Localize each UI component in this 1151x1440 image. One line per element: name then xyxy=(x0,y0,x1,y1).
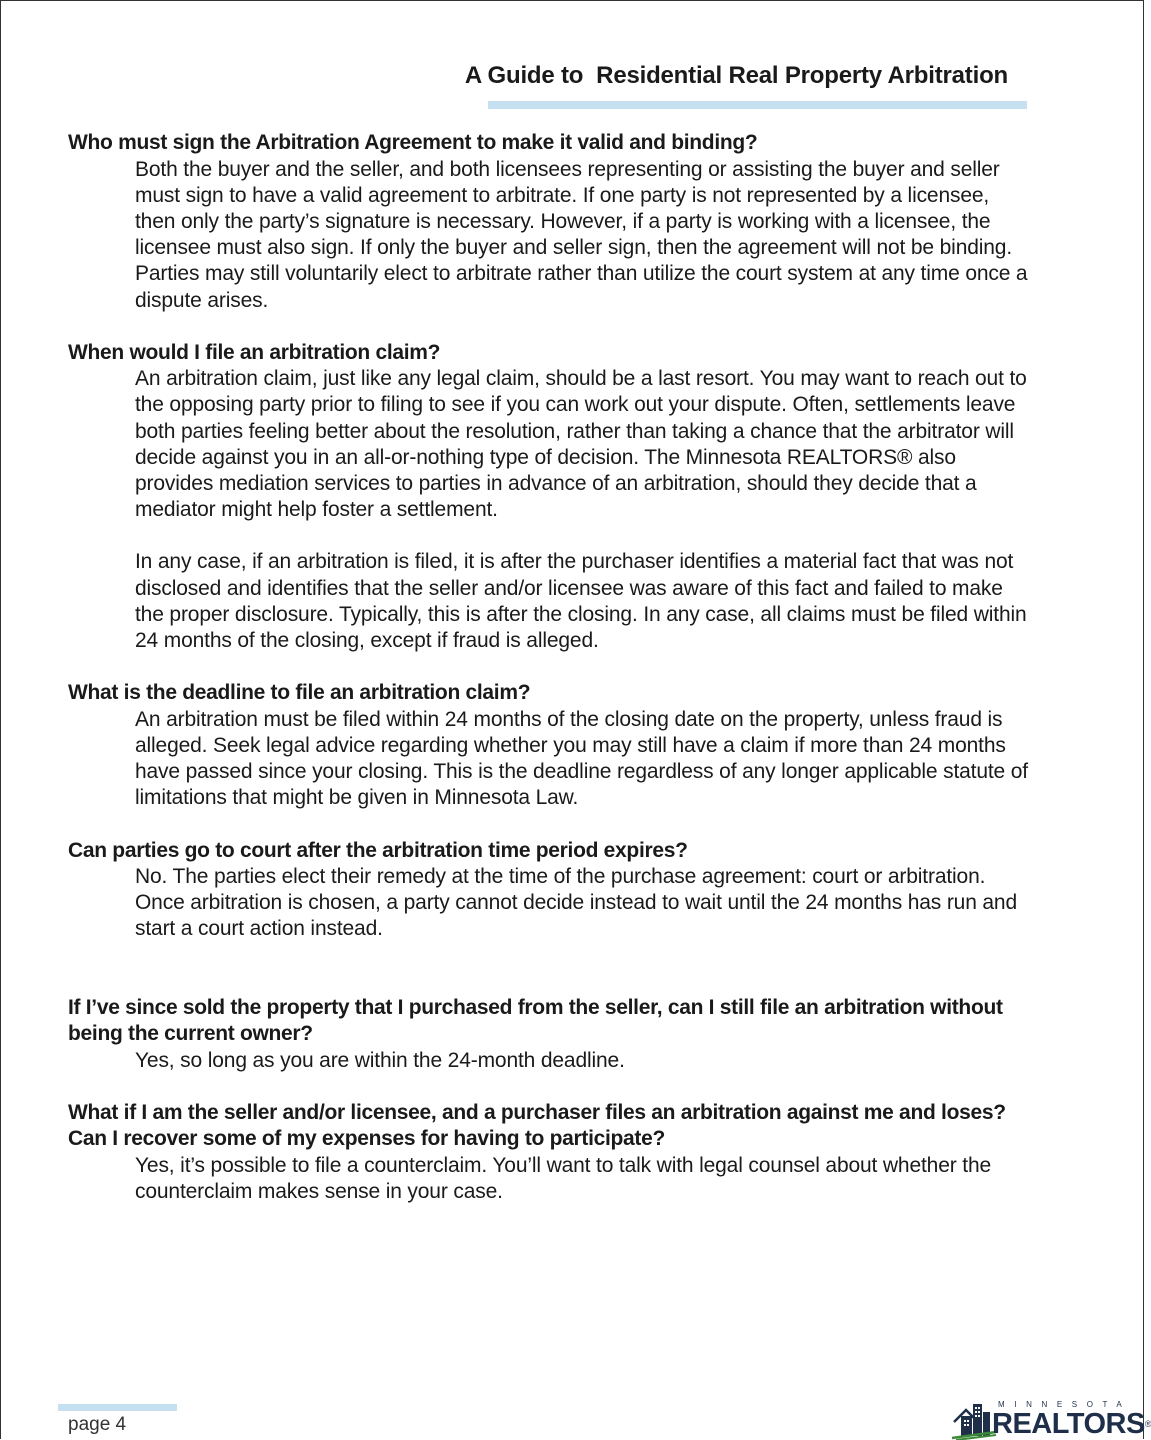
faq-question: What is the deadline to file an arbitration claim? xyxy=(68,681,531,705)
faq-question: When would I file an arbitration claim? xyxy=(68,340,441,364)
faq-answer xyxy=(135,864,1028,943)
faq-answer-paragraph: Both the buyer and the seller, and both licensees representing or assisting the buyer and seller must sign to have a valid agreement to arbitrate. If one party is not represented by a licensee, then only the party’s signature is necessary. However, if a party is working with a licensee, the licensee must also sign. If only the buyer and seller sign, then the agreement will not be binding. Parties may still voluntarily elect to arbitrate rather than utilize the court system at any time once a dispute arises. xyxy=(135,157,1028,312)
faq-answer xyxy=(135,366,1028,654)
faq-section-signing xyxy=(68,130,1028,314)
page-header-title: A Guide to Residential Real Property Arbitration xyxy=(464,62,1008,89)
faq-content xyxy=(68,130,1028,1205)
footer-accent-rule xyxy=(58,1404,177,1411)
faq-answer-paragraph: In any case, if an arbitration is filed, it is after the purchaser identifies a material fact that was not disclosed and identifies that the seller and/or licensee was aware of this fact and failed to make the proper disclosure. Typically, this is after the closing. In any case, all claims must be filed within 24 months of the closing, except if fraud is alleged. xyxy=(135,550,1027,653)
header-accent-rule xyxy=(488,101,1027,109)
page-number: page 4 xyxy=(68,1414,127,1435)
faq-question: Can parties go to court after the arbitration time period expires? xyxy=(68,838,688,862)
faq-section-deadline xyxy=(68,680,1028,811)
faq-section-sold-property xyxy=(68,995,1028,1074)
faq-question: Who must sign the Arbitration Agreement to make it valid and binding? xyxy=(68,131,758,154)
faq-question: If I’ve since sold the property that I purchased from the seller, can I still file an arbitration without being the current owner? xyxy=(68,995,1003,1046)
building-house-icon xyxy=(952,1398,996,1440)
faq-answer-paragraph: Yes, so long as you are within the 24-month deadline. xyxy=(135,1048,625,1072)
faq-section-court-after-expiry xyxy=(68,838,1028,943)
logo-minnesota-text: MINNESOTA xyxy=(998,1400,1132,1409)
logo-realtors-text xyxy=(992,1409,1151,1439)
faq-section-when-to-file xyxy=(68,340,1028,655)
faq-answer xyxy=(135,1048,1028,1074)
minnesota-realtors-logo xyxy=(952,1398,1151,1440)
faq-answer xyxy=(135,707,1028,812)
faq-answer-paragraph: An arbitration claim, just like any legal claim, should be a last resort. You may want to reach out to the opposing party prior to filing to see if you can work out your dispute. Often, settlements leave both parties feeling better about the resolution, rather than taking a chance that the arbitrator will decide against you in an all-or-nothing type of decision. The Minnesota REALTORS® also provides mediation services to parties in advance of an arbitration, should they decide that a mediator might help foster a settlement. xyxy=(135,367,1027,522)
faq-answer-paragraph: No. The parties elect their remedy at the time of the purchase agreement: court or arbitration. Once arbitration is chosen, a party cannot decide instead to wait until the 24 months has run and start a court action instead. xyxy=(135,865,1017,941)
faq-answer-paragraph: Yes, it’s possible to file a counterclaim. You’ll want to talk with legal counsel about whether the counterclaim makes sense in your case. xyxy=(135,1153,992,1204)
faq-answer-paragraph: An arbitration must be filed within 24 months of the closing date on the property, unless fraud is alleged. Seek legal advice regarding whether you may still have a claim if more than 24 months have passed since your closing. This is the deadline regardless of any longer applicable statute of limitations that might be given in Minnesota Law. xyxy=(135,707,1028,810)
logo-registered-mark: ® xyxy=(1144,1419,1151,1429)
faq-answer xyxy=(135,1153,1028,1205)
faq-section-counterclaim xyxy=(68,1100,1028,1205)
faq-answer xyxy=(135,157,1028,314)
faq-question: What if I am the seller and/or licensee, and a purchaser files an arbitration against me and loses? Can I recover some of my expenses for having to participate? xyxy=(68,1100,1006,1151)
logo-realtors-word: REALTORS xyxy=(992,1408,1145,1440)
